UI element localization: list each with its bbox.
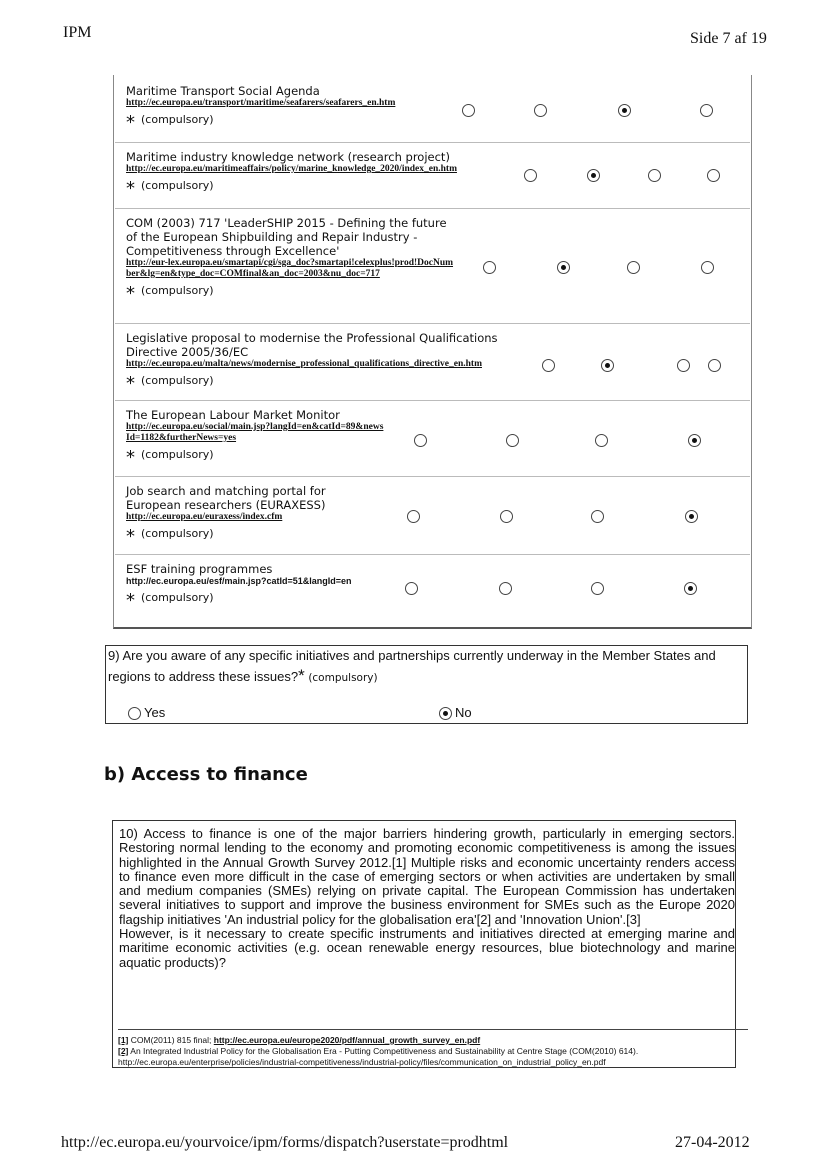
- rating-radio-2[interactable]: [534, 104, 547, 117]
- section-heading: b) Access to finance: [104, 764, 308, 785]
- rating-radio-2[interactable]: [557, 261, 570, 274]
- rating-radio-4[interactable]: [684, 582, 697, 595]
- row-link[interactable]: http://ec.europa.eu/transport/maritime/seafarers/seafarers_en.htm: [126, 98, 396, 108]
- rating-radio-2[interactable]: [601, 359, 614, 372]
- rating-radio-1[interactable]: [405, 582, 418, 595]
- row-title: Maritime industry knowledge network (research project): [126, 150, 450, 164]
- q10-text: 10) Access to finance is one of the major barriers hindering growth, particularly in emerging sectors. Restoring normal lending to the economy and promoting economic competitiveness is among the issues highlighted in the Annual Growth Survey 2012.[1] Multiple risks and economic uncertainty renders access to finance even more difficult in the case of emerging sectors or when activities are undertaken by small and medium companies (SMEs) relying on private capital. The European Commission has undertaken several initiatives to support and improve the business environment for SMEs such as the Europe 2020 flagship initiatives 'An industrial policy for the globalisation era'[2] and 'Innovation Union'.[3]: [119, 826, 735, 927]
- compulsory-label: (compulsory): [141, 527, 214, 540]
- rating-radio-2[interactable]: [506, 434, 519, 447]
- compulsory-label: (compulsory): [141, 448, 214, 461]
- required-star: *: [126, 526, 135, 547]
- q9-text: 9) Are you aware of any specific initiatives and partnerships currently underway in the Member States and regions to address these issues?: [108, 648, 716, 684]
- row-divider: [115, 142, 750, 143]
- row-divider: [115, 476, 750, 477]
- rating-radio-4[interactable]: [685, 510, 698, 523]
- required-star: *: [298, 666, 305, 685]
- required-star: *: [126, 373, 135, 394]
- footer-url: http://ec.europa.eu/yourvoice/ipm/forms/dispatch?userstate=prodhtml: [61, 1134, 509, 1151]
- q10-question: However, is it necessary to create specific instruments and initiatives directed at emerging marine and maritime economic activities (e.g. ocean renewable energy resources, blue biotechnology and marine aquatic products)?: [119, 926, 735, 970]
- compulsory-label: (compulsory): [308, 672, 378, 684]
- rating-radio-4[interactable]: [707, 169, 720, 182]
- row-link[interactable]: http://ec.europa.eu/esf/main.jsp?catId=51&langId=en: [126, 576, 352, 586]
- page-number: Side 7 af 19: [690, 30, 767, 47]
- row-link[interactable]: http://ec.europa.eu/social/main.jsp?langId=en&catId=89&newsId=1182&furtherNews=yes: [126, 422, 384, 443]
- row-link[interactable]: http://ec.europa.eu/malta/news/modernise_professional_qualifications_directive_en.htm: [126, 359, 482, 369]
- radio-yes[interactable]: [128, 707, 141, 720]
- footnote-1-link[interactable]: http://ec.europa.eu/europe2020/pdf/annual_growth_survey_en.pdf: [213, 1035, 481, 1045]
- compulsory-label: (compulsory): [141, 179, 214, 192]
- option-yes[interactable]: [128, 703, 165, 723]
- matrix-row: [126, 150, 526, 199]
- required-star: *: [126, 283, 135, 304]
- matrix-row: [126, 331, 506, 394]
- header-left: IPM: [63, 24, 92, 41]
- question-9: [105, 645, 748, 724]
- rating-radio-3[interactable]: [591, 510, 604, 523]
- compulsory-label: (compulsory): [141, 113, 214, 126]
- yes-label: Yes: [144, 705, 166, 720]
- footnote-2-text: An Integrated Industrial Policy for the Globalisation Era - Putting Competitiveness and Sustainability at Centre Stage (COM(2010) 614). http://ec.europa.eu/enterprise/policies/industrial-competitiveness/industrial-policy/files/communication_on_industrial_policy_en.pdf: [118, 1046, 639, 1067]
- rating-radio-4[interactable]: [700, 104, 713, 117]
- rating-radio-3[interactable]: [627, 261, 640, 274]
- rating-radio-1[interactable]: [483, 261, 496, 274]
- option-no[interactable]: [439, 703, 472, 723]
- row-link[interactable]: http://ec.europa.eu/euraxess/index.cfm: [126, 512, 283, 522]
- rating-radio-3[interactable]: [595, 434, 608, 447]
- footnote-ref-1[interactable]: [1]: [118, 1035, 129, 1045]
- footnotes: [118, 1029, 748, 1068]
- footer-date: 27-04-2012: [675, 1134, 750, 1151]
- row-divider: [115, 323, 750, 324]
- rating-radio-1[interactable]: [407, 510, 420, 523]
- required-star: *: [126, 178, 135, 199]
- compulsory-label: (compulsory): [141, 284, 214, 297]
- row-divider: [115, 208, 750, 209]
- required-star: *: [126, 447, 135, 468]
- rating-radio-3[interactable]: [648, 169, 661, 182]
- footnote-1-text: COM(2011) 815 final;: [130, 1035, 214, 1045]
- rating-radio-4[interactable]: [688, 434, 701, 447]
- rating-radio-3[interactable]: [677, 359, 690, 372]
- rating-radio-1[interactable]: [524, 169, 537, 182]
- matrix-row: [126, 216, 456, 304]
- no-label: No: [455, 705, 472, 720]
- row-title: Maritime Transport Social Agenda: [126, 84, 320, 98]
- rating-radio-1[interactable]: [414, 434, 427, 447]
- row-link[interactable]: http://ec.europa.eu/maritimeaffairs/policy/marine_knowledge_2020/index_en.htm: [126, 164, 457, 174]
- rating-radio-2[interactable]: [499, 582, 512, 595]
- row-title: Job search and matching portal for European researchers (EURAXESS): [126, 484, 326, 512]
- matrix-row: [126, 562, 386, 611]
- required-star: *: [126, 590, 135, 611]
- rating-radio-1[interactable]: [542, 359, 555, 372]
- radio-no[interactable]: [439, 707, 452, 720]
- matrix-row: [126, 408, 386, 468]
- row-link[interactable]: http://eur-lex.europa.eu/smartapi/cgi/sga_doc?smartapi!celexplus!prod!DocNumber&lg=en&type_doc=COMfinal&an_doc=2003&nu_doc=717: [126, 258, 454, 279]
- rating-radio-4[interactable]: [708, 359, 721, 372]
- rating-radio-3[interactable]: [591, 582, 604, 595]
- row-title: The European Labour Market Monitor: [126, 408, 340, 422]
- row-divider: [115, 400, 750, 401]
- rating-radio-4[interactable]: [701, 261, 714, 274]
- row-title: COM (2003) 717 'LeaderSHIP 2015 - Defining the future of the European Shipbuilding and Repair Industry - Competitiveness through Excellence': [126, 216, 447, 258]
- matrix-row: [126, 484, 346, 547]
- footnote-ref-2[interactable]: [2]: [118, 1046, 129, 1056]
- matrix-row: [126, 84, 456, 133]
- row-title: Legislative proposal to modernise the Professional Qualifications Directive 2005/36/EC: [126, 331, 498, 359]
- required-star: *: [126, 112, 135, 133]
- compulsory-label: (compulsory): [141, 591, 214, 604]
- rating-radio-3[interactable]: [618, 104, 631, 117]
- compulsory-label: (compulsory): [141, 374, 214, 387]
- rating-radio-2[interactable]: [587, 169, 600, 182]
- rating-radio-1[interactable]: [462, 104, 475, 117]
- rating-radio-2[interactable]: [500, 510, 513, 523]
- row-divider: [115, 554, 750, 555]
- row-title: ESF training programmes: [126, 562, 273, 576]
